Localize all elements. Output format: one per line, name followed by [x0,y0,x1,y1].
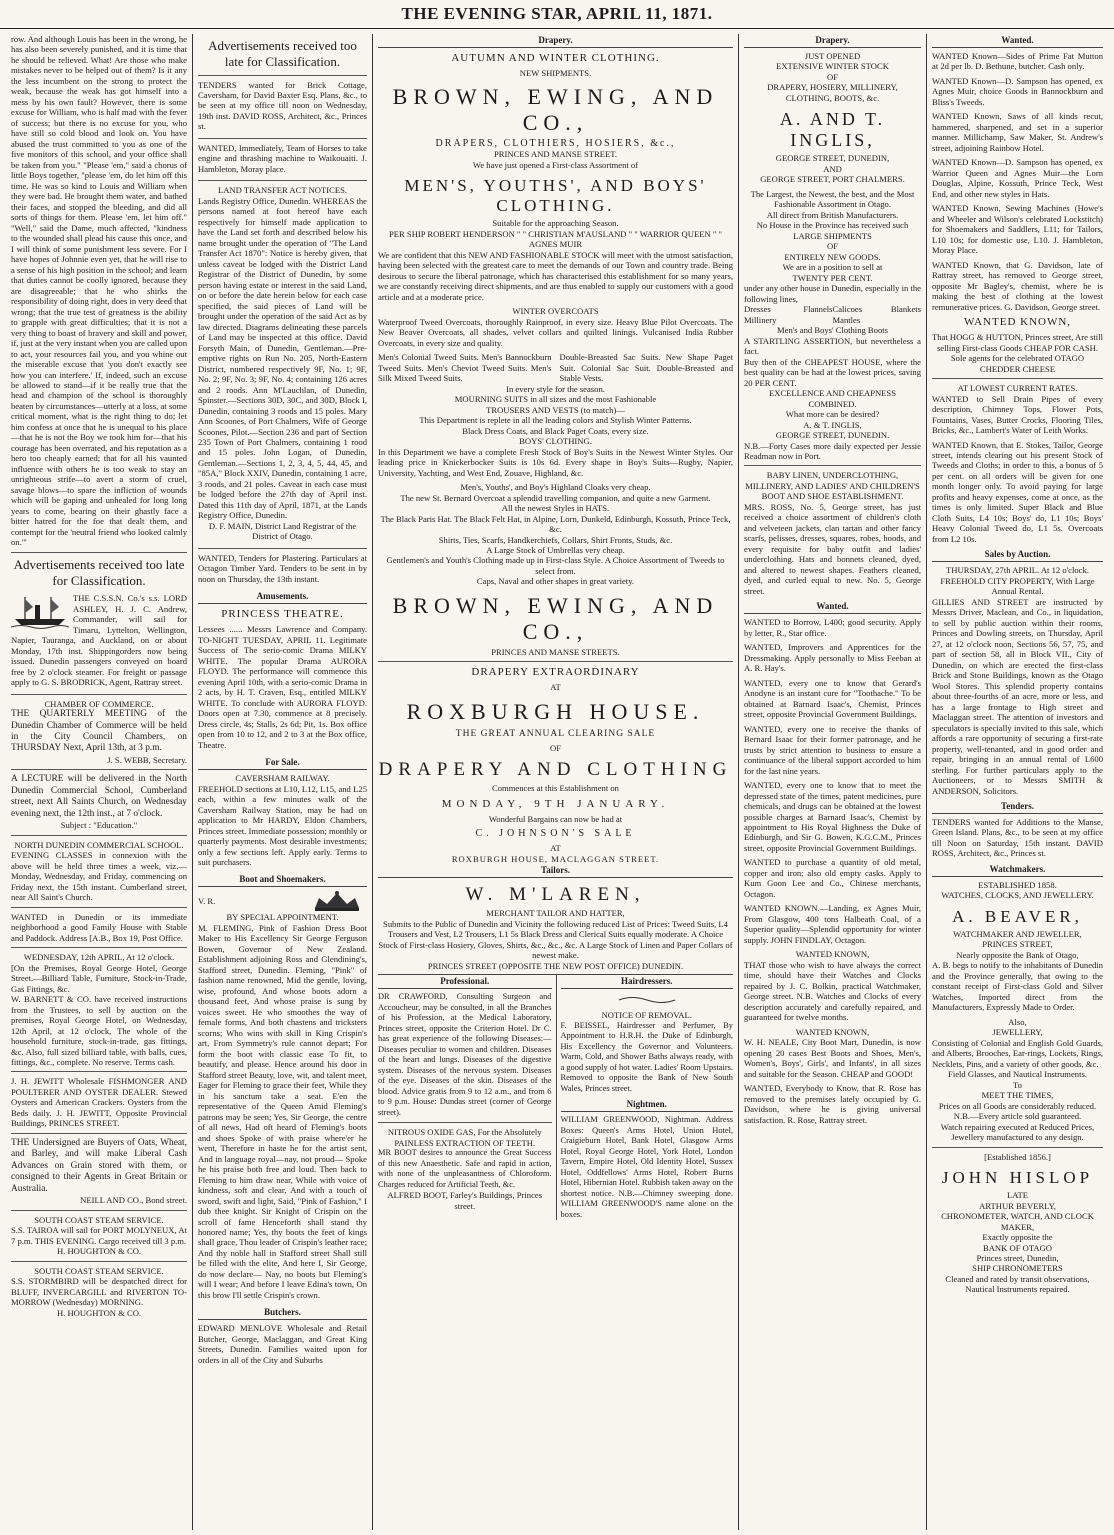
of-word: OF [550,742,561,753]
barnett-ad: W. BARNETT & CO. have received instructions from the Trustees, to sell by auction on the premises, Royal George Hotel, on Wednesday, 12th April, at 12 o'clock, The whole of the household furniture, stock-in-trade, gas fittings, &c. Also, full sized billiard table, with balls, cues, fittings, &c., complete. No reserve. Terms cash. [11,994,187,1067]
nb-line: N.B.—Every article sold guaranteed. [953,1111,1082,1122]
fleming-text: M. FLEMING, Pink of Fashion Dress Boot Maker to His Excellency Sir George Ferguson Bowen, Governor of New Zealand. Establishment adjoining Ross and Glendining's, Stafford street, Dunedin. Fleming, "Pink" of fashion name renowned, Mid the gentle, loving, wise, profound, And whose boots adorn a thousand feet, And whose praise is sung by voices sweet. He who smoothes the way of female forms, And both chastens and tricksters scorns; Who wins with skill in King Crispin's art, From Symmetry's rule cannot depart; For form the boot with classic ease To fit, to beautify, and please. Hence around his door in Stafford street Beauty, love, wit, and talent meet, Eager for Fleming to grace their feet, While they in his sanctum take a seat. E'en the representative of the Queen Amid Fleming's patrons may be seen; Yes, Sir George, the centre of all news, Had oft heard of Fleming's boots and shoes Spoke of with praise where'er he went, Therefore in haste he for the artist sent, And in language royal—nay, not proud— Spoke he his praise both free and loud. Then back to Fleming to him draw near, While with voice of kindness, soft and clear, And with a touch of sword, swift and light, Said, "Pink of Fashion," I dub thee knight. Sir Knight of Crispin on the scroll of fame Henceforth shall stand thy honored name; Yes, thy boots the feet of kings shall grace, Thou leader of Crispin's leather race; And thy noble hall in Stafford street Shall still be filled with the elite, And here I, Sir George, do now declare— Nay, no boots but Fleming's will I wear; And before I leave Edina's town, On this brow I'll settle Crispin's crown. [198,922,367,1300]
hogg-hutton-ad: That HOGG & HUTTON, Princes street, Are still selling First-class Goods CHEAP FOR CASH. Sole agents for the celebrated OTAGO CHEDDER CHEESE [932,332,1103,374]
boot-heading: Boot and Shoemakers. [198,873,367,887]
under-line: under any other house in Dunedin, especially in the following lines, [744,283,921,304]
chrono-trade: CHRONOMETER, WATCH, AND CLOCK MAKER, [941,1211,1094,1232]
lecture-subject: Subject : "Education." [60,820,138,831]
at-word: AT [550,682,561,693]
gents-line: Gentlemen's and Youth's Clothing made up in First-class Style. A Choice Assortment of Tweeds to select from. [386,555,725,576]
johnson-sale: C. JOHNSON'S SALE [475,828,636,840]
mlaren-name: W. M'LAREN, [465,884,646,906]
drapery-heading: Drapery. [378,34,733,48]
tender-cottage-ad: TENDERS wanted for Brick Cottage, Caversham, for David Baxter Esq. Plans, &c., to be seen at my office till noon on Wednesday, 19th inst. DAVID ROSS, Architect, &c., Princes st. [198,79,367,132]
also-word: Also, [1008,1016,1027,1027]
mens-clothing: MEN'S, YOUTHS', AND BOYS' CLOTHING. [404,176,707,216]
wanted-sewing: WANTED Known, Sewing Machines (Howe's and Wheeler and Wilson's celebrated Lockstitch) for Shoemakers and Saddlers, L11; for Tailors, L10 10s; for domestic use, L10. J. Hambleton, Moray Place. [932,203,1103,256]
divider [198,75,367,76]
removal-ornament [561,992,734,1010]
black-coats: Black Dress Coats, and Black Paget Coats, every size. [462,425,649,436]
menlove-ad: EDWARD MENLOVE Wholesale and Retail Butcher, George, Maclaggan, and Great King Streets, Dunedin. Families waited upon for orders in all of the City and Suburbs [198,1323,367,1365]
rates-heading: AT LOWEST CURRENT RATES. [957,383,1078,394]
wanted-boots: W. H. NEALE, City Boot Mart, Dunedin, is now opening 20 cases Best Boots and Shoes, Men's, Women's, Boys', Girls', and Infants', in all sizes and suitable for the Season. CHEAP and GOOD! [744,1037,921,1079]
clothing-boots: CLOTHING, BOOTS, &c. [785,92,880,103]
beaver-trade: WATCHMAKER AND JEWELLER, [953,928,1082,939]
wanted-tweeds: WANTED Known—D. Sampson has opened, ex Agnes Muir, choice Goods in Bannockburn and Bliss's Tweeds. [932,75,1103,107]
grain-sig: NEILL AND CO., Bond street. [80,1195,187,1206]
railway-title: CAVERSHAM RAILWAY. [235,773,330,784]
repair-line: Watch repairing executed at Reduced Prices, [940,1121,1095,1132]
amusements-heading: Amusements. [198,590,367,604]
royal-arms [198,890,367,912]
column-1 [6,34,192,1530]
auction-heading: Sales by Auction. [932,548,1103,562]
buy-line: Buy then of the CHEAPEST HOUSE, where the best quality can be had at the lowest prices, saving 20 PER CENT. [744,356,921,388]
excellence-line: EXCELLENCE AND CHEAPNESS COMBINED. [768,388,896,409]
nitrous-sig: ALFRED BOOT, Farley's Buildings, Princes street. [387,1190,543,1211]
just-opened: JUST OPENED [804,51,861,61]
beissel-ad: F. BEISSEL, Hairdresser and Perfumer, By Appointment to H.R.H. the Duke of Edinburgh, His Excellency the Governor and Volunteers. Warm, Cold, and Shower Baths always ready, with a good supply of hot water. Ladies' Room Upstairs. Removed to opposite the Bank of New South Wales, Princes street. [560,1020,733,1093]
auction-date: WEDNESDAY, 12th APRIL, At 12 o'clock. [23,952,175,963]
beaver-near: Nearly opposite the Bank of Otago, [956,949,1079,960]
beverly-name: ARTHUR BEVERLY, [979,1200,1056,1211]
tailors-heading: Tailors. [378,864,733,878]
wanted-rose: WANTED, Everybody to Know, that R. Rose has removed to the premises lately occupied by G. Davidson, where he is giving universal satisfaction. R. Rose, Rattray street. [744,1083,921,1125]
school-title: NORTH DUNEDIN COMMERCIAL SCHOOL. [14,839,184,850]
divider [198,180,367,181]
commences-line: Commences at this Establishment on [492,783,619,794]
professional-heading: Professional. [378,975,552,989]
hair-column [556,975,734,1220]
brown-ewing-name: BROWN, EWING, AND CO., [392,84,719,136]
divider [11,769,187,770]
divider [198,138,367,139]
ross-ad: MRS. ROSS, No. 5, George street, has just received a choice assortment of children's cloth and velveteen jackets, clan tartan and other fancy scarfs, pelisses, dresses, squares, robes, hoods, and every requisite for baby outfit and ladies' underclothing. Hats and bonnets cleaned, dyed, and altered to newest shapes. Feathers cleaned, dyed, and curled equal to new. No. 5, George street. [744,501,921,596]
divider [378,1122,552,1123]
season-line: Suitable for the approaching Season. [492,218,619,229]
wanted-heading: Wanted. [932,34,1103,48]
shirts-line: Shirts, Ties, Scarfs, Handkerchiefs, Collars, Shirt Fronts, Studs, &c. [438,534,673,545]
monday-line: MONDAY, 9TH JANUARY. [441,797,670,810]
inglis-address-1: GEORGE STREET, DUNEDIN, [775,153,890,164]
overcoats-heading: WINTER OVERCOATS [512,306,599,317]
butchers-heading: Butchers. [198,1306,367,1320]
auction-date: THURSDAY, 27th APRIL. At 12 o'clock. [946,565,1089,576]
mlaren-address: PRINCES STREET (OPPOSITE THE NEW POST OFFICE) DUNEDIN. [427,960,684,971]
brown-ewing-trade: DRAPERS, CLOTHIERS, HOSIERS, &c., [435,138,676,150]
drapery-heading: Drapery. [744,34,921,48]
suits-left: Men's Colonial Tweed Suits. Men's Bannockburn Tweed Suits. Men's Cheviot Tweed Suits. Men's Silk Mixed Tweed Suits. [378,352,552,384]
mlaren-trade: MERCHANT TAILOR AND HATTER, [486,908,625,919]
crawford-ad: DR CRAWFORD, Consulting Surgeon and Accoucheur, may be consulted, in all the Branches of his Profession, at the Medical Laboratory, Princes street, opposite the Criterion Hotel. Dr C. has great experience of the following Diseases:— Diseases peculiar to women and children. Diseases of the heart and lungs. Diseases of the digestive system. Diseases of the nervous system. Diseases of the eye. Diseases of the skin. Diseases of the blood. Advice gratis from 9 to 12 a.m., and from 6 to 9 p.m. House: Dundas street (corner of George street). [378,992,552,1117]
divider [11,694,187,695]
and-word: AND [823,163,842,174]
nb-line: N.B.—Forty Cases more daily expected per Jessie Readman now in Port. [744,440,921,461]
divider [11,1071,187,1072]
divider [11,835,187,836]
brown-ewing-address-2: PRINCES AND MANSE STREETS. [491,646,620,657]
twenty-percent: TWENTY PER CENT. [792,272,873,283]
inglis-name-2: A. & T. INGLIS, [803,419,862,430]
crown-icon [307,890,367,912]
removal-title: NOTICE OF REMOVAL. [601,1010,692,1021]
wanted-borrow: WANTED to Borrow, L400; good security. Apply by letter, R., Star office. [744,617,921,638]
boys-text: In this Department we have a complete Fresh Stock of Boy's Suits in the Newest Winter Styles. Our leading price in Knickerbocker Suits is 10s 6d. Every shape in Boy's Suits—Rugby, Napier, University, Yachting, and West End, Zouave, Highland, &c. [378,446,733,478]
special-appointment: BY SPECIAL APPOINTMENT. [226,912,339,923]
team-wanted-ad: WANTED, Immediately, Team of Horses to take engine and thrashing machine to Waikouaiti. J. Hambleton, Moray place. [198,142,367,174]
baby-linen-title: BABY LINEN, UNDERCLOTHING, MILLINERY, AND LADIES' AND CHILDREN'S BOOT AND SHOE ESTABLISHMENT. [745,470,920,502]
ships-list: PER SHIP ROBERT HENDERSON " " CHRISTIAN M'AUSLAND " " WARRIOR QUEEN " " AGNES MUIR [389,228,722,250]
wanted-hats: WANTED Known—D. Sampson has opened, ex Warrior Queen and Agnes Muir—the Lorn Douglas, Alpine, Kossuth, Prince Teck, West End, and other new styles in Hats. [932,157,1103,199]
columns [6,34,1108,1530]
column-3 [372,34,738,1530]
bottom-split [378,974,733,1220]
divider [11,947,187,948]
nightmen-heading: Nightmen. [561,1098,734,1112]
entirely-new: ENTIRELY NEW GOODS. [784,251,881,262]
large-shipments: LARGE SHIPMENTS [793,230,872,241]
steam-service-title: SOUTH COAST STEAM SERVICE. [34,1214,164,1225]
steamer-ad-text: THE C.S.S.N. Co.'s s.s. LORD ASHLEY, H. J. C. Andrew, Commander, will sail for Timaru, Lyttelton, Wellington, Napier, Tauranga, and Auckland, on or about Monday, 17th inst. Shippingorders now being issued. Dunedin passengers conveyed on board free by 2 o'clock steamer. For freight or passage apply to G. S. BRODRICK, Agent, Rattray street. [11,593,187,688]
wanted-davidson: WANTED Known, that G. Davidson, late of Rattray street, has removed to George street, opposite Mr Bagley's, chemist, where he is making the best of clothing at the lowest remunerative prices. G. Davidson, George street. [932,259,1103,312]
opened-line: We have just opened a First-class Assortment of [472,159,639,170]
manse-tender: TENDERS wanted for Additions to the Manse, Green Island. Plans, &c., to be seen at my office till Noon on Saturday, 15th instant. DAVID ROSS, Architect, &c., Princes st. [932,817,1103,859]
wanted-pipes: WANTED to Sell Drain Pipes of every description, Chimney Tops, Flower Pots, Fountains, Vases, Butter Crocks, Flooring Tiles, Bricks, &c., Lambert's Water of Leith Works. [932,393,1103,436]
chamber-title: CHAMBER OF COMMERCE. [44,698,154,709]
roxburgh-house: ROXBURGH HOUSE. [406,698,705,724]
brown-ewing-address: PRINCES AND MANSE STREET. [493,149,618,160]
stormbird-ad: S.S. STORMBIRD will be despatched direct for BLUFF, INVERCARGILL and RIVERTON TO-MORROW (Wednesday) MORNING. [11,1276,187,1308]
watchmakers-heading: Watchmakers. [932,863,1103,877]
tenders-heading: Tenders. [932,800,1103,814]
prices-line: Prices on all Goods are considerably reduced. [938,1100,1097,1111]
divider [11,1210,187,1211]
wonderful-line: Wonderful Bargains can now be had at [488,813,623,824]
auction-title: FREEHOLD CITY PROPERTY, With Large Annual Rental. [940,575,1095,597]
chamber-sig: J. S. WEBB, Secretary. [107,754,187,765]
of-word: OF [827,71,838,82]
inglis-address-3: GEORGE STREET, DUNEDIN. [775,430,890,441]
at-word-2: AT [550,843,561,854]
largest-line: The Largest, the Newest, the best, and the Most Fashionable Assortment in Otago. [750,188,915,210]
steamer-ad [11,593,187,687]
masthead: THE EVENING STAR, APRIL 11, 1871. [0,0,1114,29]
boys-heading: BOYS' CLOTHING. [519,436,592,447]
lines-left: Dresses Flannels Millinery [744,304,833,325]
jewellery-text: Consisting of Colonial and English Gold Guards, and Alberts, Brooches, Ear-rings, Lockets, Rings, Necklets, Pins, and a variety of other goods, &c. [932,1037,1103,1069]
trousers-text: This Department is replete in all the leading colors and Stylish Winter Patterns. [419,415,692,426]
meet-times: MEET THE TIMES, [981,1090,1054,1101]
steamship-icon [11,593,69,629]
to-word: To [1013,1079,1022,1090]
position-line: We are in a position to sell at [782,262,883,273]
mlaren-text: Submits to the Public of Dunedin and Vicinity the following reduced List of Prices: Tweed Suits, L4 Trousers and Vest, L2 Trousers, L1 5s Black Dress and Clerical Suits equally moderate. A Choice Stock of First-class Hosiery, Gloves, Shirts, &c., &c., &c. A Large Stock of Linen and Paper Collars of newest make. [378,918,733,961]
wanted-medicines: WANTED, every one to know that to meet the depressed state of the times, patent medicines, pure chemicals, and drugs can be obtained at the lowest possible charges at Barnard Isaac's, Chemist by appointment to His Royal Highness the Duke of Edinburgh, and Sir G. Bowen, K.G.C.M., Princes street, opposite Provincial Government Buildings. [744,780,921,853]
hislop-name: JOHN HISLOP [941,1168,1094,1188]
late-word: LATE [1006,1190,1028,1201]
cloaks-line: Men's, Youths', and Boy's Highland Cloaks very cheap. [460,482,651,493]
column-5 [926,34,1108,1530]
lines-right: Calicoes Blankets Mantles [832,304,921,325]
bernard-line: The new St. Bernard Overcoat a splendid travelling companion, and quite a new Garment. [400,492,711,503]
trousers-heading: TROUSERS AND VESTS (to match)— [486,404,625,415]
late-adverts-heading: Advertisements received too late for Classification. [208,38,357,70]
wanted-mutton: WANTED Known—Sides of Prime Fat Mutton at 2d per lb. D. Bethune, butcher. Cash only. [932,51,1103,72]
divider [11,552,187,553]
stormbird-sig: H. HOUGHTON & CO. [56,1307,142,1318]
steam-service-title-2: SOUTH COAST STEAM SERVICE. [34,1265,164,1276]
nitrous-text: MR BOOT desires to announce the Great Success of this new Anaesthetic. Safe and rapid in action, with none of the unpleasantness of Chloroform. Charges reduced for Artificial Teeth, &c. [378,1148,552,1189]
exactly-line: Exactly opposite the [982,1232,1053,1243]
ornament-icon [617,995,677,1005]
caps-line: Caps, Naval and other shapes in great variety. [476,576,635,587]
school-ad: EVENING CLASSES in connexion with the above will be held three times a week, viz.—Monday, Wednesday, and Friday, commencing on Friday next, the 15th instant. Cumberland street, near All Saint's Church. [11,850,187,903]
wanted-coal: WANTED KNOWN.—Landing, ex Agnes Muir, From Glasgow, 400 tons Halbeath Coal, of a Superior quality—Splendid opportunity for winter supply. JOHN FINDLAY, Octagon. [744,903,921,945]
ship-chronometers: SHIP CHRONOMETERS [972,1263,1063,1274]
drapery-extraordinary: DRAPERY EXTRAORDINARY [471,666,640,679]
wanted-metal: WANTED to purchase a quantity of old metal, copper and iron; also old empty casks. Apply to Kum Goon Lee and Co., Chinese merchants, Octagon. [744,857,921,899]
chamber-ad: THE QUARTERLY MEETING of the Dunedin Chamber of Commerce will be held in the City Council Chambers, on THURSDAY Next, April 13th, at 3 p.m. [11,709,187,754]
tairoa-ad: S.S. TAIROA will sail for PORT MOLYNEUX, At 7 p.m. THIS EVENING. Cargo received till 3 p.m. [11,1225,187,1246]
theatre-text: Lessees ...... Messrs Lawrence and Company. TO-NIGHT TUESDAY, APRIL 11. Legitimate Success of The serio-comic Drama MILKY WHITE. The popular Drama AURORA FLOYD. The performance will commence this evening April 10th, with a serio-comic Drama in 2 acts, by H. T. Craven, Esq., entitled MILKY WHITE. To conclude with AURORA FLOYD. Doors open at 7.30, commence at 8 precisely. Dress circle, 4s; Stalls, 2s 6d; Pit, 1s. Box office open from 10 to 12, and 2 to 3 at the Box office, Theatre. [198,624,367,750]
land-transfer-heading: LAND TRANSFER ACT NOTICES. [217,185,348,196]
plastering-ad: WANTED, Tenders for Plastering. Particulars at Octagon Timber Yard. Tenders to be sent in by noon on Thursday, the 13th instant. [198,552,367,584]
beaver-address: PRINCES STREET, [982,939,1053,950]
jewellery-word: JEWELLERY, [992,1027,1043,1038]
beaver-text: A. B. begs to notify to the inhabitants of Dunedin and the Province generally, that owing to the constant receipt of First-class Gold and Silver Watches, Imported direct from the Manufacturers, Expressly Made to Order. [932,960,1103,1013]
cleaned-line: Cleaned and rated by transit observations, Nautical Instruments repaired. [945,1273,1090,1295]
suits-list [378,352,733,383]
overcoats-text: Waterproof Tweed Overcoats, thoroughly Rainproof, in every size. Heavy Blue Pilot Overcoats. The New Beaver Overcoats, all shades, velvet collars and quilted linings. Vulcanised India Rubber Overcoats, in every size and quality. [378,316,733,348]
professional-column [378,975,556,1220]
theatre-title: PRINCESS THEATRE. [221,608,344,621]
jewellery-made: Jewellery manufactured to any design. [951,1132,1084,1143]
divider [11,907,187,908]
wanted-improvers: WANTED, Improvers and Apprentices for the Dressmaking. Apply personally to Miss Feeban at A. R. Hay's. [744,642,921,674]
lines-list [744,304,921,325]
divider [378,661,733,662]
nitrous-title: NITROUS OXIDE GAS, For the Absolutely PAINLESS EXTRACTION OF TEETH. [387,1127,542,1148]
umbrellas-line: A Large Stock of Umbrellas very cheap. [486,544,625,555]
railway-text: FREEHOLD sections at L10, L12, L15, and L25 each, within a few minutes walk of the Caversham Railway Station, may be had on application to Mr HARDY, Eldon Chambers, Princes street. Immediate possession; monthly or quarterly payments. Most desirable investments; only a few sections left. Apply early. Terms to suit purchasers. [198,783,367,867]
lines-heading: DRAPERY, HOSIERY, MILLINERY, [767,82,898,93]
roxburgh-address: ROXBURGH HOUSE, MACLAGGAN STREET. [451,853,660,864]
land-transfer-text: Lands Registry Office, Dunedin. WHEREAS the persons named at foot hereof have each respectively for himself made application to have the Land set forth and described below his name brought under the operation of "The Land Transfer Act 1870": Notice is hereby given, that unless caveat be lodged with the District Land Registrar of the District of Dunedin, by some person having estate or interest in the said Land, on or before the date herein below for each case specified, the said pieces of Land will be brought under the operation of the said Act as by law directed. Diagrams delineating these parcels of Land may be inspected at this office. David Forsyth Main, of Dunedin, Gentleman.—Pre-emptive rights on Run No. 205, North-Eastern District, numbered respectively 9F, No. 1; 9F, No. 2; 9F, No. 3; 9F, No. 4; containing 126 acres and 2 roods. Ann M'Lauchlan, of Dunedin, Spinster.—Sections 30D, 30C, and 30D, Block I, Dunedin, containing 3 roods and 15 poles. Mary Ann Scoones, of Port Chalmers, Wife of George Scoones, Pilot.—Section 236 and part of Section 235 Town of Port Chalmers, containing 1 rood and 15 poles. John Logan, of Dunedin, Gentleman.—Sections 1, 2, 3, 4, 5, 44, 45, and "85A," Block XXIV, Dunedin, containing 1 acre, 3 roods, and 21 poles. Caveat in each case must be lodged before the 27th day of April inst. Dated this 11th day of April, 1871, at the Lands Registry Office, Dunedin. [198,195,367,521]
late-adverts-heading: Advertisements received too late for Classification. [13,556,185,588]
divider [744,465,921,466]
wanted-known-title: WANTED KNOWN, [795,949,870,960]
mens-boots: Men's and Boys' Clothing Boots [776,325,888,336]
wanted-heading: Wanted. [744,600,921,614]
wanted-thanks: WANTED, every one to receive the thanks of Bernard Isaac for their former patronage, and he trusts by strict attention to business to ensure a continuance of the liberal support accorded to him for the last nine years. [744,723,921,776]
of-word-2: OF [827,241,838,252]
wanted-stokes: WANTED Known, that E. Stokes, Tailor, George street, intends clearing out his present Stock of Tweeds and Cloths; in order to this, a bonus of 5 per cent. on all orders will be given for one month longer only. To avoid paying for large profits and heavy expenses, come at once, as the times is only limited. Super Black and Blue Cloth Suits, L4 10s; Boys' do, L1 10s; Boys' Heavy Colonial Tweed do, L1 5s. Overcoats from L2 10s. [932,439,1103,544]
hairdressers-heading: Hairdressers. [561,975,734,989]
column-2 [192,34,372,1530]
inglis-address-2: GEORGE STREET, PORT CHALMERS. [760,174,905,185]
for-sale-heading: For Sale. [198,756,367,770]
autumn-heading: AUTUMN AND WINTER CLOTHING. [451,52,660,64]
gillies-ad: GILLIES AND STREET are instructed by Messrs Driver, Maclean, and Co., in liquidation, to sell by public auction within their rooms, Princes and Dowling streets, on Thursday, April 27, at 12 o'clock noon, Sections 56, 57, 75, and part of section 58, all in Block VII., City of Dunedin, on which are erected the first-class Brick and Stone Buildings, known as the Otago Wool Stores. This splendid property contains about three-fourths of an acre, more or less, and has a large frontage to High street and Maclaggan street. The attention of investors and speculators is specially invited to this sale, which affords a rare opportunity of securing a first-rate property, well-tenanted, and in good order and repair, bringing in an annual rental of L600 sterling. For further particulars apply to the Auctioneers, or to Messrs SMITH & ANDERSON, Solicitors. [932,596,1103,796]
drapery-clothing: DRAPERY AND CLOTHING [378,759,733,781]
nohouse-line: No House in the Province has received such [756,220,909,231]
jewitt-ad: J. H. JEWITT Wholesale FISHMONGER AND POULTERER AND OYSTER DEALER. Stewed Oysters and American Crackers. Oysters from the Beds daily. J. H. JEWITT, Opposite Provincial Buildings, PRINCES STREET. [11,1076,187,1129]
suits-right: Double-Breasted Sac Suits. New Shape Paget Suit. Colonial Sac Suit. Double-Breasted and Stable Vests. [559,352,733,384]
story-text: row. And although Louis has been in the wrong, he has also been severely punished, and it is time that he should be relieved. What! Are those who make mistakes never to be helped out of them? Is it any the less incumbent on the strong to protect the weak, because the weak has got himself into a mess by his own fault? However, there is some excuse for William, who is half mad with the fever of success; but there is no excuse for you, who have still so cold blood and look on. You have abused the trust committed to you as one of the five monitors of this school, and your office shall be taken from you." "Please 'em," said a chorus of little Boys together, "please 'em, do let him off this time. He was so kind to Louis and William when they were bad. He brought them water, and bathed their faces, and stopped the bleeding, and did all sorts of things for them. Please 'em, let him off." "Well," said the Dame, much affected, "kindness to the wounded shall plead his cause this once, and I will think of some punishment less severe. For I have hopes of Johnnie even yet, that he will rise to a sense of his high position in the school; and learn that duties cannot be coolly ignored, because they are disagreeable; that he who shirks the responsibility of doing right, does in very deed that wrong; that the true test of greatness is the ability to grapple with great difficulties; that it is not a very thing to boast of bravery and skill and power, if, just at the very instant when you are called upon to act, your resources fail you, and you whine out the miserable excuse that 'you don't exactly see how you can interfere.' If, indeed, such an excuse be allowed to stand—if it be really true that the head and champion of the school is thoroughly beaten by circumstances—utterly at a loss, at some critical moment, what is the right thing to do; let him confess at once that he is unequal to his place—that he is not the Boy we took him for—that his courage has been overrated, and his reputation as a hero too cheaply earned; that for all his vaunted influence with others he is too weak to stay an unrighteous strife—to avert a storm of cruel, savage blows—to spare the infliction of wounds which will be gaping and unhealed for long long years to come, bearing on their ghastly face a bitter hatred for the foe that dealt them, and contempt for the 'neutral friend who looked calmly on.'" [11,34,187,548]
direct-line: All direct from British Manufacturers. [766,209,899,220]
lecture-ad: A LECTURE will be delivered in the North Dunedin Commercial School, Cumberland street, next All Saints Church, on Wednesday evening next, the 12th inst., at 7 o'clock. [11,774,187,819]
watches-line: WATCHES, CLOCKS, AND JEWELLERY. [941,890,1094,901]
divider [198,548,367,549]
more-line: What more can be desired? [785,409,880,420]
bank-name: BANK OF OTAGO [982,1242,1053,1253]
startling-line: A STARTLING ASSERTION, but nevertheless a fact. [744,335,921,357]
hats-line: All the newest Styles in HATS. [501,503,610,514]
new-shipments: NEW SHIPMENTS. [519,68,592,78]
grain-ad: THE Undersigned are Buyers of Oats, Wheat, and Barley, and will make Liberal Cash Advances on Grain stored with them, or consigned to their Agents in Great Britain or Australia. [11,1137,187,1194]
beaver-name: A. BEAVER, [952,906,1083,926]
inglis-name: A. AND T. INGLIS, [779,109,886,151]
wanted-saws: WANTED Known, Saws of all kinds recut, hammered, sharpened, and set in a superior manner. Millichamp, Saw Maker, St. Andrew's street, adjoining Rainbow Hotel. [932,111,1103,153]
divider [932,1147,1103,1148]
divider [11,1133,187,1134]
bank-address: Princes street, Dunedin, [976,1252,1059,1263]
brown-ewing-name-2: BROWN, EWING, AND CO., [392,592,719,644]
wanted-known-title-2: WANTED KNOWN, [795,1026,870,1037]
clearing-sale: THE GREAT ANNUAL CLEARING SALE [455,728,656,739]
wanted-known-heading: WANTED KNOWN, [963,316,1072,329]
column-4 [738,34,926,1530]
wanted-anodyne: WANTED, every one to know that Gerard's Anodyne is an instant cure for "Toothache." To be obtained at Barnard Isaac's, Chemist, Princes street, opposite Provincial Government Buildings. [744,677,921,720]
auction-premises: [On the Premises, Royal George Hotel, George Street.—Billiard Table, Furniture, Stock-in-Trade, Gas Fittings, &c. [11,962,187,994]
established-1858: ESTABLISHED 1858. [978,879,1057,890]
wanted-watches: THAT those who wish to have always the correct time, should have their Watches and Clocks repaired by J. C. Bolkin, practical Watchmaker, George street. N.B. Watches and Clocks of every description accurately and carefully repaired, and guaranteed for twelve months. [744,959,921,1023]
hats-detail: The Black Paris Hat. The Black Felt Hat, in Alpine, Lorn, Dunkeld, Edinburgh, Kossuth, Prince Teck, &c. [380,513,731,535]
established-1856: [Established 1856.] [984,1151,1051,1162]
every-style: In every style for the season. [506,383,605,394]
land-transfer-sig: D. F. MAIN, District Land Registrar of the District of Otago. [208,520,357,542]
divider [932,378,1103,379]
house-wanted-ad: WANTED in Dunedin or its immediate neighborhood a good Family House with Stable and Paddock. Address [A.B., Box 19, Post Office. [11,911,187,943]
divider [11,1261,187,1262]
vr-letters: V. R. [198,896,216,907]
extensive-stock: EXTENSIVE WINTER STOCK [776,61,889,72]
field-glasses: Field Glasses, and Nautical Instruments. [948,1069,1087,1080]
tairoa-sig: H. HOUGHTON & CO. [56,1246,142,1257]
mourning-line: MOURNING SUITS in all sizes and the most Fashionable [454,394,657,405]
confident-text: We are confident that this NEW AND FASHIONABLE STOCK will meet with the utmost satisfaction, having been selected with the greatest care to meet the demands of our Town and country trade. Being desirous to secure the liberal patronage, which has characterised this establishment for so many years, we are constantly receiving direct shipments, and are thus enabled to supply our customers with a good article and at a moderate price. [378,249,733,302]
greenwood-ad: WILLIAM GREENWOOD, Nightman. Address Boxes: Queen's Arms Hotel, Union Hotel, Craigieburn Hotel, Bank Hotel, Glasgow Arms Hotel, Royal George Hotel, York Hotel, London Tavern, Empire Hotel, Old Identity Hotel, Sussex Hotel, Oddfellows' Arms Hotel, Robert Burns Hotel, Hibernian Hotel. Rubbish taken away on the shortest notice. N.B.—Chimney sweeping done. WILLIAM GREENWOOD'S name alone on the boxes. [560,1115,733,1219]
